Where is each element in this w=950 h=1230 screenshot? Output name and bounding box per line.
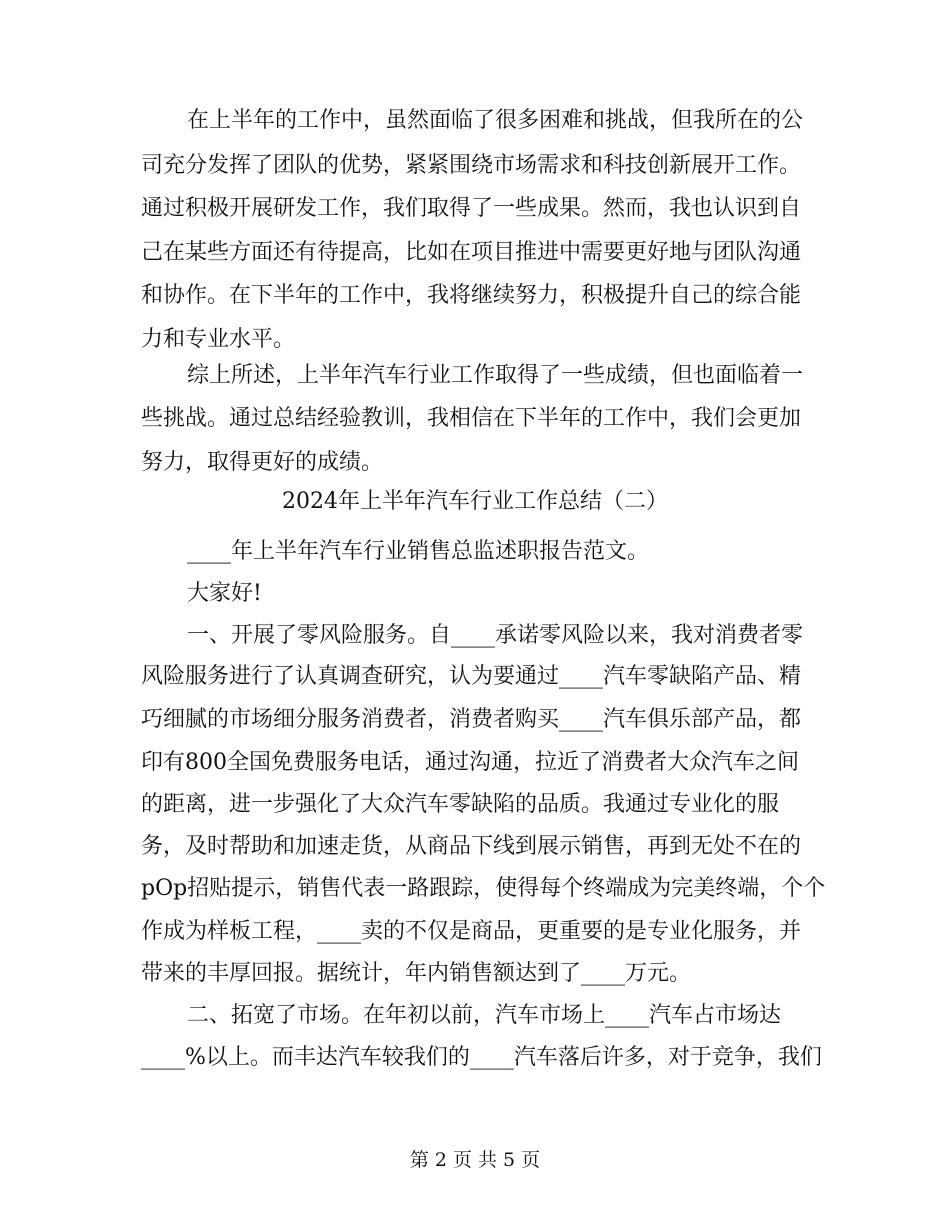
paragraph-1-line-6: 力和专业水平。 <box>141 327 296 352</box>
report-title: ____年上半年汽车行业销售总监述职报告范文。 <box>187 539 650 564</box>
item-1-line-6: 务，及时帮助和加速走货，从商品下线到展示销售，再到无处不在的 <box>141 834 802 859</box>
item-1-line-1: 一、开展了零风险服务。自____承诺零风险以来，我对消费者零 <box>187 623 804 648</box>
item-1-line-8: 作成为样板工程，____卖的不仅是商品，更重要的是专业化服务，并 <box>141 919 802 944</box>
paragraph-2-line-1: 综上所述，上半年汽车行业工作取得了一些成绩，但也面临着一 <box>187 363 804 388</box>
page-footer: 第 2 页 共 5 页 <box>409 1149 541 1171</box>
item-1-line-9: 带来的丰厚回报。据统计，年内销售额达到了____万元。 <box>141 961 692 986</box>
item-1-line-2: 风险服务进行了认真调查研究，认为要通过____汽车零缺陷产品、精 <box>141 664 802 689</box>
paragraph-1-line-1: 在上半年的工作中，虽然面临了很多困难和挑战，但我所在的公 <box>187 108 804 133</box>
paragraph-1-line-5: 和协作。在下半年的工作中，我将继续努力，积极提升自己的综合能 <box>141 283 802 308</box>
paragraph-1-line-4: 己在某些方面还有待提高，比如在项目推进中需要更好地与团队沟通 <box>141 240 802 265</box>
paragraph-1-line-3: 通过积极开展研发工作，我们取得了一些成果。然而，我也认识到自 <box>141 196 802 221</box>
item-1-line-4: 印有800全国免费服务电话，通过沟通，拉近了消费者大众汽车之间 <box>141 750 799 775</box>
paragraph-2-line-2: 些挑战。通过总结经验教训，我相信在下半年的工作中，我们会更加 <box>141 406 802 431</box>
item-2-line-1: 二、拓宽了市场。在年初以前，汽车市场上____汽车占市场达 <box>187 1003 782 1028</box>
paragraph-1-line-2: 司充分发挥了团队的优势，紧紧围绕市场需求和科技创新展开工作。 <box>141 153 802 178</box>
section-title: 2024年上半年汽车行业工作总结（二） <box>282 489 668 514</box>
greeting: 大家好! <box>187 581 262 606</box>
item-1-line-3: 巧细腻的市场细分服务消费者，消费者购买____汽车俱乐部产品，都 <box>141 707 802 732</box>
item-1-line-5: 的距离，进一步强化了大众汽车零缺陷的品质。我通过专业化的服 <box>141 792 780 817</box>
paragraph-2-line-3: 努力，取得更好的成绩。 <box>141 450 384 475</box>
item-2-line-2: ____%以上。而丰达汽车较我们的____汽车落后许多，对于竞争，我们 <box>141 1045 822 1070</box>
item-1-line-7: pOp招贴提示，销售代表一路跟踪，使得每个终端成为完美终端，个个 <box>141 876 826 901</box>
